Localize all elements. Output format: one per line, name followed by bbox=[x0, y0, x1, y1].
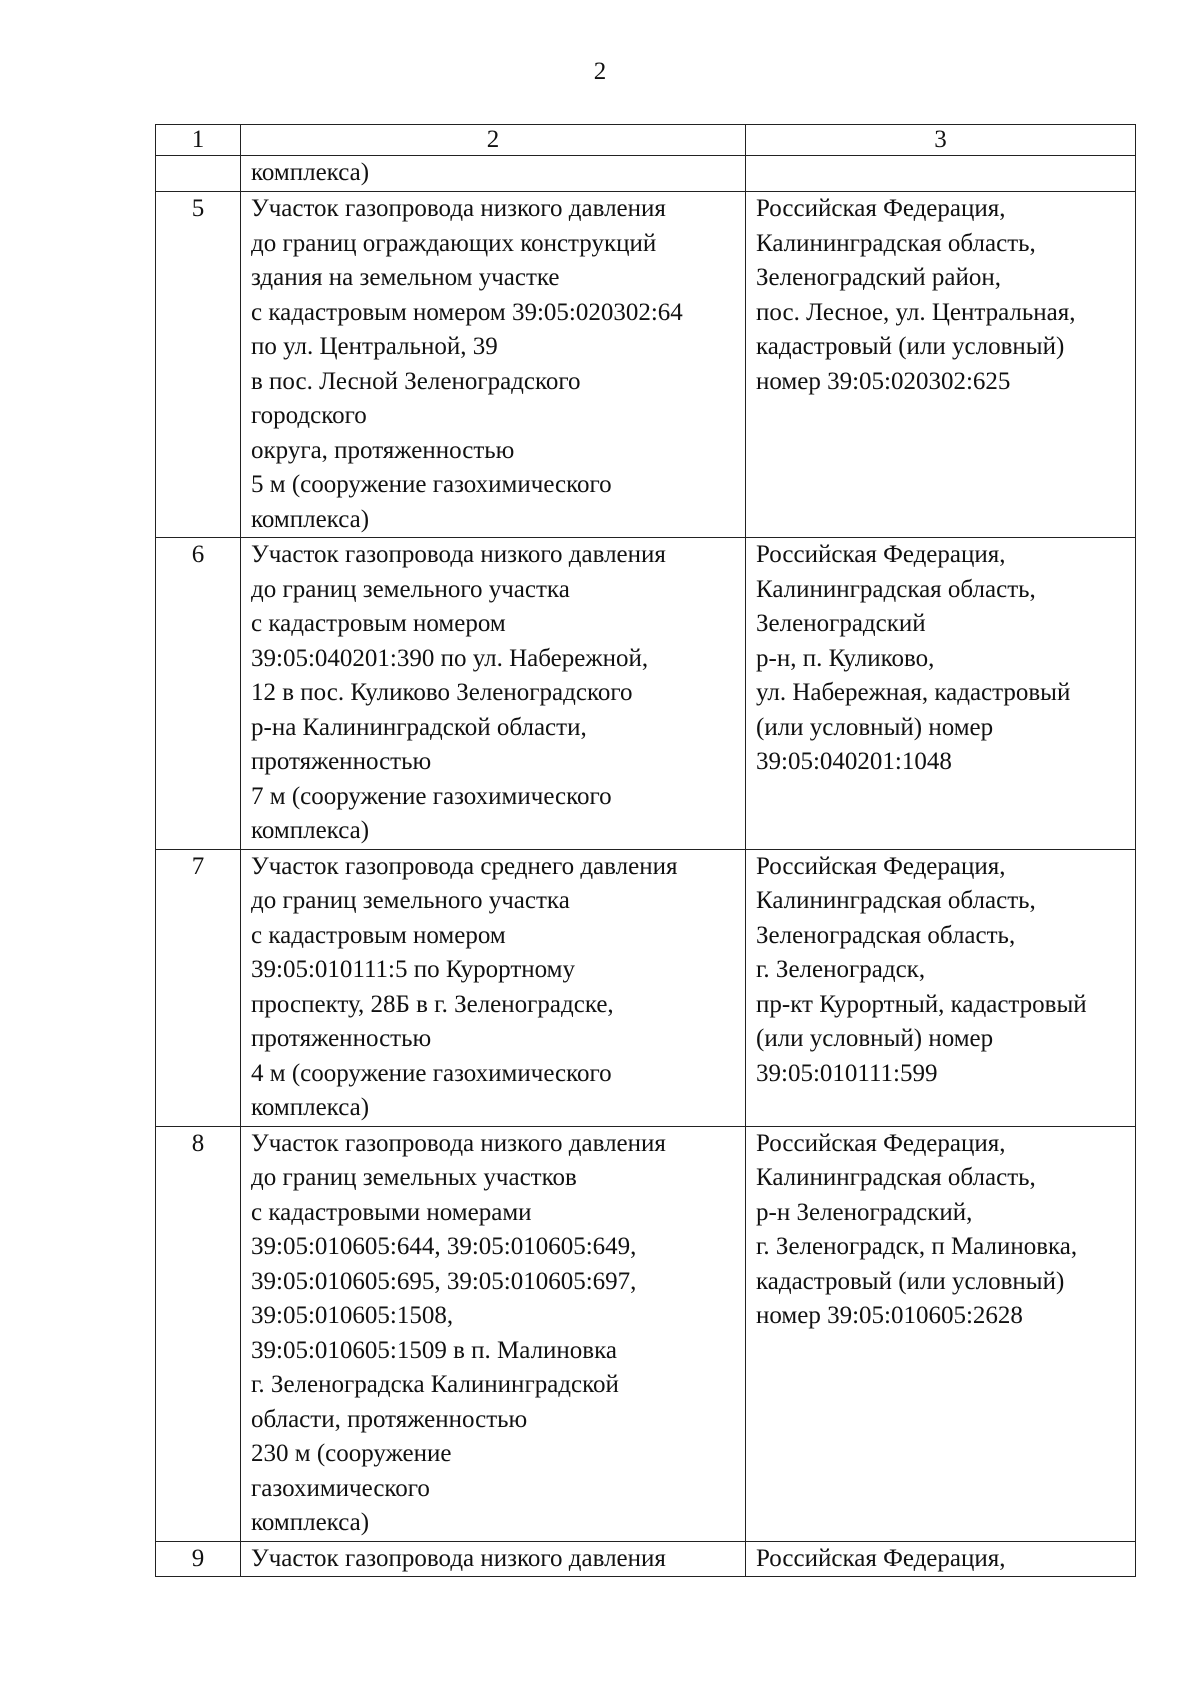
description-cell: Участок газопровода низкого давления до границ ограждающих конструкций здания на земельном участке с кадастровым номером 39:05:020302:64 по ул. Центральной, 39 в пос. Лесной Зеленоградского городского округа, протяженностью 5 м (сооружение газохимического комплекса) bbox=[241, 192, 746, 538]
table-row bbox=[156, 192, 1136, 538]
table-row bbox=[156, 849, 1136, 1126]
row-number-cell: 7 bbox=[156, 849, 241, 1126]
page-number: 2 bbox=[593, 58, 607, 85]
address-cell: Российская Федерация, Калининградская область, Зеленоградская область, г. Зеленоградск, пр-кт Курортный, кадастровый (или условный) номер 39:05:010111:599 bbox=[746, 849, 1136, 1126]
column-header-2: 2 bbox=[241, 125, 746, 156]
description-cell: Участок газопровода низкого давления до границ земельных участков с кадастровыми номерами 39:05:010605:644, 39:05:010605:649, 39:05:010605:695, 39:05:010605:697, 39:05:010605:1508, 39:05:010605:1509 в п. Малиновка г. Зеленоградска Калининградской области, протяженностью 230 м (сооружение газохимического комплекса) bbox=[241, 1126, 746, 1541]
table-header-row bbox=[156, 125, 1136, 156]
address-cell bbox=[746, 156, 1136, 192]
row-number-cell bbox=[156, 156, 241, 192]
address-cell: Российская Федерация, Калининградская область, Зеленоградский р-н, п. Куликово, ул. Набережная, кадастровый (или условный) номер 39:05:040201:1048 bbox=[746, 538, 1136, 850]
objects-table bbox=[155, 124, 1136, 1577]
row-number-cell: 5 bbox=[156, 192, 241, 538]
address-cell: Российская Федерация, bbox=[746, 1541, 1136, 1577]
table-row bbox=[156, 538, 1136, 850]
row-number-cell: 6 bbox=[156, 538, 241, 850]
description-cell: Участок газопровода низкого давления до границ земельного участка с кадастровым номером 39:05:040201:390 по ул. Набережной, 12 в пос. Куликово Зеленоградского р-на Калининградской области, протяженностью 7 м (сооружение газохимического комплекса) bbox=[241, 538, 746, 850]
table-row bbox=[156, 1126, 1136, 1541]
row-number-cell: 8 bbox=[156, 1126, 241, 1541]
table-row bbox=[156, 1541, 1136, 1577]
address-cell: Российская Федерация, Калининградская область, р-н Зеленоградский, г. Зеленоградск, п Малиновка, кадастровый (или условный) номер 39:05:010605:2628 bbox=[746, 1126, 1136, 1541]
address-cell: Российская Федерация, Калининградская область, Зеленоградский район, пос. Лесное, ул. Центральная, кадастровый (или условный) номер 39:05:020302:625 bbox=[746, 192, 1136, 538]
description-cell: Участок газопровода среднего давления до границ земельного участка с кадастровым номером 39:05:010111:5 по Курортному проспекту, 28Б в г. Зеленоградске, протяженностью 4 м (сооружение газохимического комплекса) bbox=[241, 849, 746, 1126]
description-cell: Участок газопровода низкого давления bbox=[241, 1541, 746, 1577]
row-number-cell: 9 bbox=[156, 1541, 241, 1577]
description-cell: комплекса) bbox=[241, 156, 746, 192]
column-header-3: 3 bbox=[746, 125, 1136, 156]
continuation-row bbox=[156, 156, 1136, 192]
column-header-1: 1 bbox=[156, 125, 241, 156]
